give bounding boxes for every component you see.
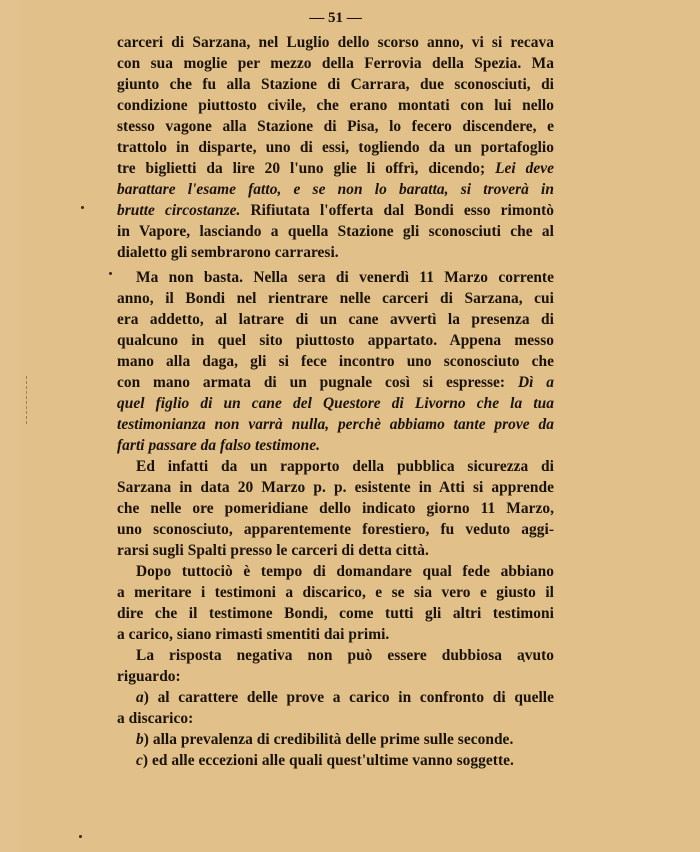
italic-quote: Dì a [517,374,554,391]
text-line: trattolo in disparte, uno di essi, togliendo da un portafoglio [117,139,554,156]
paragraph [117,32,554,263]
paragraph [117,561,554,645]
text-line: mano alla daga, gli si fece incontro uno sconosciuto che [117,353,554,370]
text-line: era addetto, al latrare di un cane avvertì la presenza di [117,311,554,328]
text-line: anno, il Bondi nel rientrare nelle carceri di Sarzana, cui [117,290,554,307]
italic-quote-line: barattare l'esame fatto, e se non lo baratta, si troverà in [117,181,554,198]
stray-dot [109,272,112,275]
text-line: uno sconosciuto, apparentemente forestiero, fu veduto aggi- [117,521,554,538]
paragraph [117,645,554,687]
page-edge-shadow [0,0,19,852]
page-number: — 51 — [309,10,362,26]
list-marker: b [136,731,144,748]
text-line: in Vapore, lasciando a quella Stazione gli sconosciuti che al [117,223,554,240]
text-line [117,372,554,393]
text-run: Rifiutata l'offerta dal Bondi esso rimontò [240,202,554,219]
text-run: ) ed alle eccezioni alle quali quest'ultime vanno soggette. [142,752,514,769]
text-line: a discarico: [117,710,194,727]
text-line: carceri di Sarzana, nel Luglio dello scorso anno, vi si recava [117,34,554,51]
text-line [117,687,554,708]
text-line: Ed infatti da un rapporto della pubblica sicurezza di [136,458,554,475]
text-line: rarsi sugli Spalti presso le carceri di detta città. [117,542,429,559]
text-line: Dopo tuttociò è tempo di domandare qual fede abbiano [136,563,554,580]
italic-quote: Lei deve [495,160,555,177]
text-line: dialetto gli sembrarono carraresi. [117,244,339,261]
italic-quote-line: farti passare da falso testimone. [117,437,321,454]
paragraph [117,456,554,561]
text-line: a carico, siano rimasti smentiti dai primi. [117,626,390,643]
italic-quote-line: quel figlio di un cane del Questore di Livorno che la tua [117,395,554,412]
italic-quote-line: testimonianza non varrà nulla, perchè abbiamo tante prove da [117,416,554,433]
text-line [117,200,554,221]
text-line: giunto che fu alla Stazione di Carrara, due sconosciuti, di [117,76,554,93]
list-item-c [117,750,554,771]
document-page [117,6,554,771]
text-line: condizione piuttosto civile, che erano montati con lui nello [117,97,554,114]
text-line [117,750,554,771]
list-item-b [117,729,554,750]
text-line [117,158,554,179]
text-line: con sua moglie per mezzo della Ferrovia della Spezia. Ma [117,55,554,72]
list-marker: a [136,689,144,706]
text-line: La risposta negativa non può essere dubbiosa avuto [136,647,554,664]
text-line: Ma non basta. Nella sera di venerdì 11 Marzo corrente [136,269,554,286]
list-marker: c [136,752,143,769]
text-run: tre biglietti da lire 20 l'uno glie li offrì, dicendo; [117,160,496,177]
text-run: con mano armata di un pugnale così si espresse: [117,374,518,391]
text-line: dire che il testimone Bondi, come tutti gli altri testimoni [117,605,554,622]
stray-dot [79,835,82,838]
italic-quote: brutte circostanze. [117,202,241,219]
stray-dot [81,206,84,209]
text-line: stesso vagone alla Stazione di Pisa, lo fecero discendere, e [117,118,554,135]
text-line: riguardo: [117,668,181,685]
text-line: a meritare i testimoni a discarico, e se sia vero e giusto il [117,584,554,601]
list-item-a [117,687,554,729]
text-line: che nelle ore pomeridiane dello indicato giorno 11 Marzo, [117,500,554,517]
text-line: qualcuno in quel sito piuttosto appartato. Appena messo [117,332,554,349]
text-run: ) alla prevalenza di credibilità delle prime sulle seconde. [143,731,514,748]
margin-mark [26,376,28,424]
text-line [117,729,554,750]
paragraph [117,267,554,456]
text-run: ) al carattere delle prove a carico in confronto di quelle [143,689,554,706]
text-line: Sarzana in data 20 Marzo p. p. esistente in Atti si apprende [117,479,554,496]
